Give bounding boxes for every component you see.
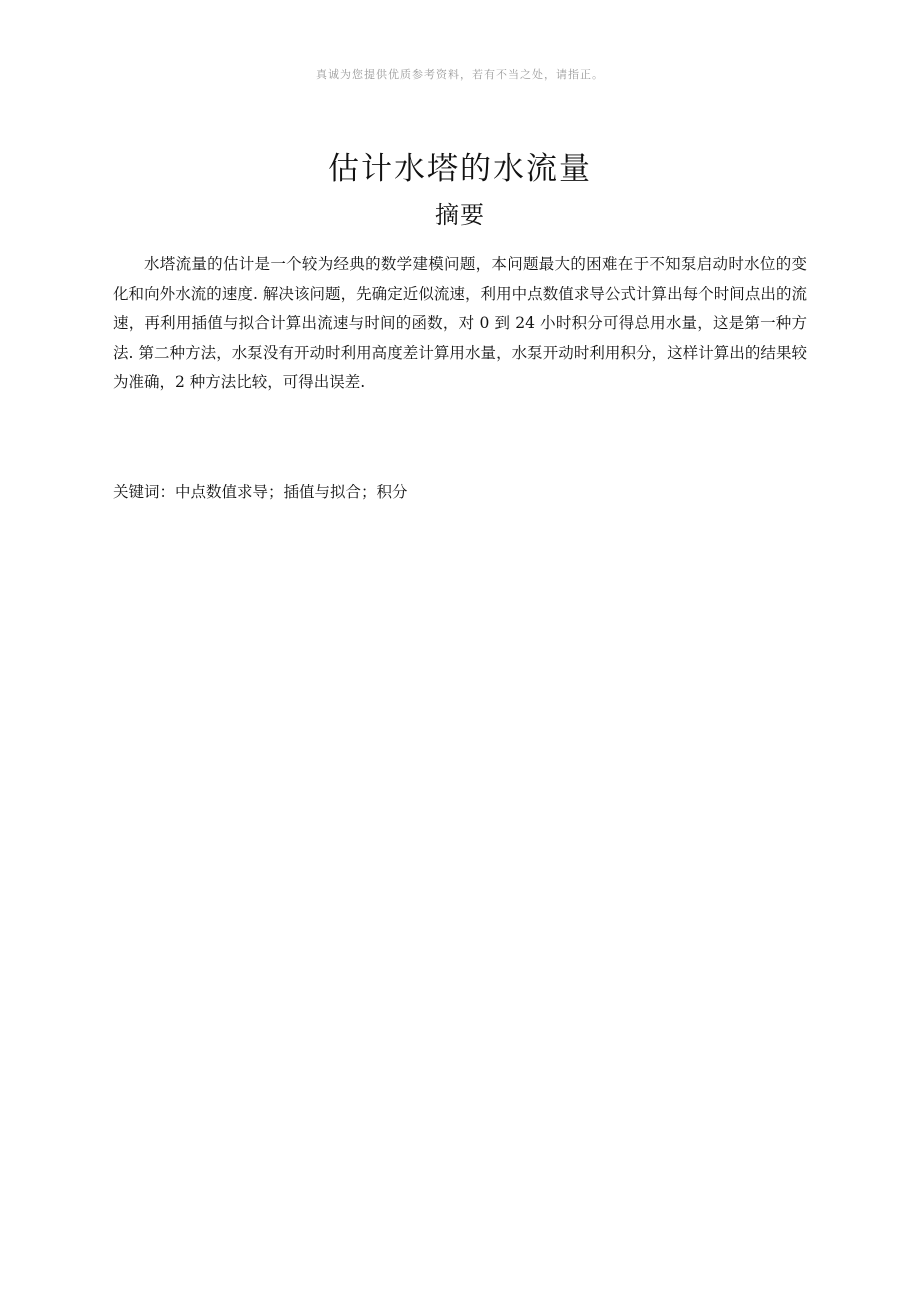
- header-note: 真诚为您提供优质参考资料，若有不当之处，请指正。: [316, 68, 604, 81]
- abstract-body: 水塔流量的估计是一个较为经典的数学建模问题，本问题最大的困难在于不知泵启动时水位的变化和向外水流的速度. 解决该问题，先确定近似流速，利用中点数值求导公式计算出每个时间点出的流速，再利用插值与拟合计算出流速与时间的函数，对 0 到 24 小时积分可得总用水量，这是第一种方法. 第二种方法，水泵没有开动时利用高度差计算用水量，水泵开动时利用积分，这样计算出的结果较为准确，2 种方法比较，可得出误差.: [113, 255, 807, 391]
- keywords-line: 关键词：中点数值求导；插值与拟合；积分: [113, 483, 408, 501]
- document-title: 估计水塔的水流量: [328, 151, 592, 187]
- abstract-heading: 摘要: [435, 201, 485, 229]
